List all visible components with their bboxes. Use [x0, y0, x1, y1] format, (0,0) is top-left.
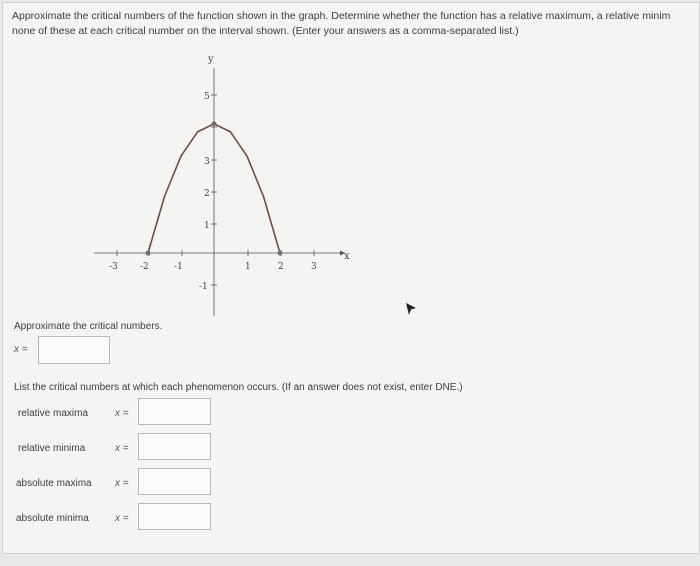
relative-minima-x-prefix: x =	[115, 443, 129, 454]
x-axis-label: x	[344, 251, 350, 262]
relative-maxima-x-prefix: x =	[115, 408, 129, 419]
graph-point	[146, 251, 151, 256]
absolute-minima-x-prefix: x =	[115, 513, 129, 524]
y-tick-label: 5	[204, 92, 210, 102]
relative-maxima-input[interactable]	[138, 398, 211, 425]
x-tick-label: -1	[174, 262, 183, 272]
graph-point	[278, 251, 283, 256]
relative-maxima-label: relative maxima	[18, 408, 89, 419]
y-tick-label: -1	[199, 282, 208, 292]
critical-numbers-input[interactable]	[38, 336, 110, 364]
absolute-minima-input[interactable]	[138, 503, 211, 530]
y-tick-label: 3	[204, 157, 210, 167]
relative-minima-input[interactable]	[138, 433, 211, 460]
phenomenon-instruction: List the critical numbers at which each phenomenon occurs. (If an answer does not exist, enter DNE.)	[14, 382, 463, 393]
y-tick-label: 2	[204, 189, 210, 199]
x-tick-label: 2	[278, 262, 284, 272]
relative-minima-label: relative minima	[18, 443, 86, 454]
y-tick-label: 1	[204, 221, 210, 231]
critical-x-prefix: x =	[14, 344, 28, 355]
absolute-minima-label: absolute minima	[16, 513, 89, 524]
question-line-1: Approximate the critical numbers of the function shown in the graph. Determine whether the function has a relative maximum, a relative minim	[12, 10, 671, 22]
graph-point	[212, 121, 217, 126]
question-line-2: none of these at each critical number on the interval shown. (Enter your answers as a comma-separated list.)	[12, 25, 519, 37]
x-tick-label: -3	[109, 262, 118, 272]
absolute-maxima-x-prefix: x =	[115, 478, 129, 489]
absolute-maxima-label: absolute maxima	[16, 478, 92, 489]
critical-numbers-label: Approximate the critical numbers.	[14, 321, 163, 332]
x-tick-label: 1	[245, 262, 251, 272]
absolute-maxima-input[interactable]	[138, 468, 211, 495]
x-tick-label: 3	[311, 262, 317, 272]
mouse-cursor-icon	[404, 301, 418, 317]
y-axis-label: y	[208, 54, 214, 65]
x-tick-label: -2	[140, 262, 149, 272]
